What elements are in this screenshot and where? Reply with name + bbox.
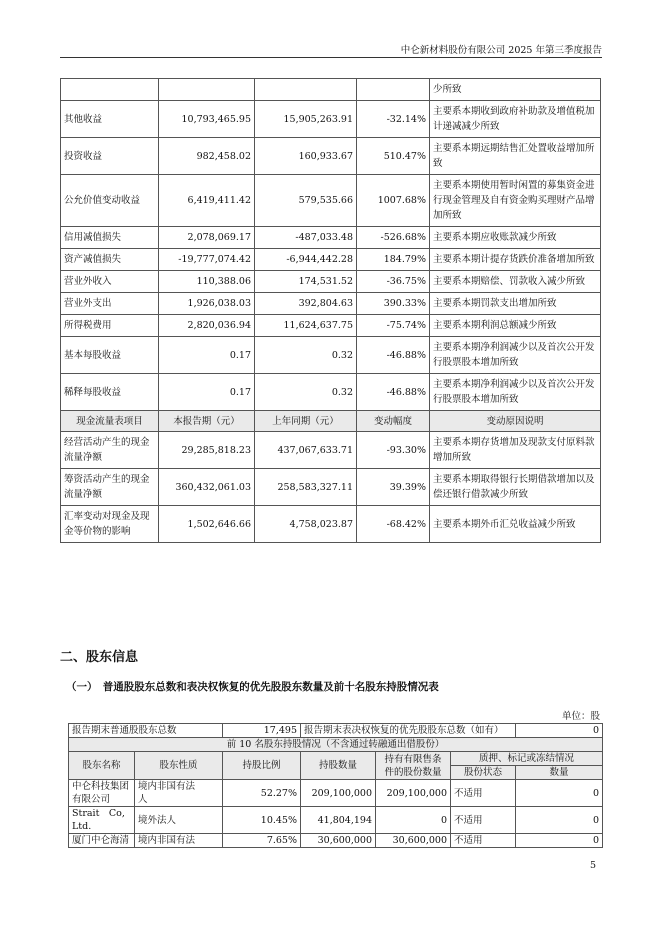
shareholder-row: [69, 780, 603, 807]
change-cell: [357, 79, 430, 101]
shareholder-qty: 0: [516, 807, 603, 834]
reason-cell-line: 行现金管理及自有资金购买理财产品增: [433, 195, 595, 206]
item-cell-line: 流量净额: [64, 489, 103, 500]
current-cell: 10,793,465.95: [159, 101, 255, 138]
change-cell: 39.39%: [357, 469, 430, 506]
page-number: 5: [589, 860, 596, 871]
item-cell: 稀释每股收益: [61, 374, 159, 411]
reason-cell-line: 主要系本期外币汇兑收益减少所致: [433, 518, 576, 530]
current-cell: 6,419,411.42: [159, 175, 255, 227]
change-cell: -46.88%: [357, 374, 430, 411]
cashflow-row: [61, 469, 601, 506]
cashflow-header-row: [61, 411, 601, 432]
col-restricted-line1: 持有有限售条: [384, 753, 442, 765]
reason-cell-line: 主要系本期赔偿、罚款收入减少所致: [433, 276, 586, 287]
shareholder-qty: 0: [516, 780, 603, 807]
pref-label: 报告期末表决权恢复的优先股股东总数（如有）: [301, 724, 516, 738]
reason-cell: [430, 227, 601, 249]
cashflow-header-cell: 变动原因说明: [430, 411, 601, 432]
current-cell: [159, 79, 255, 101]
page-header-title: 中仑新材料股份有限公司 2025 年第三季度报告: [400, 45, 602, 56]
item-cell: [61, 432, 159, 469]
shareholder-name-line: 中仑科技集团: [72, 781, 130, 792]
col-count: 持股数量: [301, 752, 376, 780]
shareholder-name: [69, 780, 135, 807]
total-label: 报告期末普通股股东总数: [69, 724, 223, 738]
section-subtitle: （一） 普通股股东总数和表决权恢复的优先股股东数量及前十名股东持股情况表: [66, 681, 439, 693]
table-row: [61, 227, 601, 249]
cashflow-row: [61, 506, 601, 543]
reason-cell: [430, 315, 601, 337]
prior-cell: 0.32: [255, 337, 357, 374]
shareholder-qty: 0: [516, 834, 603, 848]
table-row: [61, 315, 601, 337]
prior-cell: 258,583,327.11: [255, 469, 357, 506]
shareholder-nature: [135, 807, 223, 834]
change-cell: 184.79%: [357, 249, 430, 271]
reason-cell-line: 少所致: [433, 84, 462, 95]
change-cell: -526.68%: [357, 227, 430, 249]
item-cell: 资产减值损失: [61, 249, 159, 271]
reason-cell: [430, 271, 601, 293]
current-cell: 0.17: [159, 337, 255, 374]
table-row: [61, 271, 601, 293]
reason-cell: [430, 337, 601, 374]
shareholder-ratio: 7.65%: [223, 834, 301, 848]
reason-cell-line: 致: [433, 158, 443, 169]
total-shareholders-row: [69, 724, 603, 738]
change-cell: 1007.68%: [357, 175, 430, 227]
reason-cell: [430, 469, 601, 506]
item-cell: 营业外收入: [61, 271, 159, 293]
item-cell-line: 流量净额: [64, 452, 103, 463]
current-cell: 982,458.02: [159, 138, 255, 175]
item-cell-line: 金等价物的影响: [64, 526, 131, 537]
change-cell: -32.14%: [357, 101, 430, 138]
reason-cell: [430, 101, 601, 138]
reason-cell-line: 主要系本期净利润减少以及首次公开发: [433, 342, 595, 353]
reason-cell-line: 计递减减少所致: [433, 121, 500, 132]
shareholder-table: [68, 723, 603, 848]
shareholder-restricted: 30,600,000: [376, 834, 451, 848]
header-row-1: [69, 752, 603, 766]
shareholder-ratio: 52.27%: [223, 780, 301, 807]
shareholder-name: [69, 834, 135, 848]
table-row: [61, 79, 601, 101]
shareholder-row: [69, 807, 603, 834]
table-row: [61, 293, 601, 315]
item-cell: 信用减值损失: [61, 227, 159, 249]
shareholder-status: 不适用: [451, 780, 516, 807]
reason-cell-line: 主要系本期利润总额减少所致: [433, 320, 557, 331]
change-cell: -75.74%: [357, 315, 430, 337]
shareholder-name-line: 厦门中仑海清: [72, 835, 130, 846]
prior-cell: -6,944,442.28: [255, 249, 357, 271]
reason-cell-line: 增加所致: [433, 452, 472, 463]
col-nature: 股东性质: [135, 752, 223, 780]
reason-cell-line: 主要系本期远期结售汇处置收益增加所: [433, 143, 595, 154]
cashflow-header-cell: 现金流量表项目: [61, 411, 159, 432]
reason-cell: [430, 374, 601, 411]
prior-cell: 579,535.66: [255, 175, 357, 227]
reason-cell-line: 主要系本期使用暂时闲置的募集资金进: [433, 180, 595, 191]
reason-cell: [430, 293, 601, 315]
item-cell: 基本每股收益: [61, 337, 159, 374]
reason-cell-line: 偿还银行借款减少所致: [433, 489, 529, 500]
cashflow-header-cell: 变动幅度: [357, 411, 430, 432]
item-cell: [61, 506, 159, 543]
change-cell: 390.33%: [357, 293, 430, 315]
prior-cell: 392,804.63: [255, 293, 357, 315]
item-cell: 公允价值变动收益: [61, 175, 159, 227]
shareholder-nature: [135, 834, 223, 848]
reason-cell: [430, 79, 601, 101]
shareholder-nature-line: 境内非国有法: [138, 835, 196, 846]
unit-label: 单位：股: [561, 711, 600, 722]
shareholder-nature-line: 境外法人: [138, 814, 177, 826]
item-cell: [61, 469, 159, 506]
current-cell: 360,432,061.03: [159, 469, 255, 506]
reason-cell: [430, 175, 601, 227]
income-change-table: [60, 78, 601, 543]
item-cell: [61, 79, 159, 101]
change-cell: -36.75%: [357, 271, 430, 293]
col-restricted: [376, 752, 451, 780]
item-cell: 投资收益: [61, 138, 159, 175]
reason-cell-line: 主要系本期收到政府补助款及增值税加: [433, 106, 595, 117]
current-cell: 1,926,038.03: [159, 293, 255, 315]
reason-cell-line: 主要系本期取得银行长期借款增加以及: [433, 474, 595, 485]
top10-caption-row: [69, 738, 603, 752]
reason-cell: [430, 249, 601, 271]
shareholder-nature-line: 人: [138, 794, 148, 805]
table-row: [61, 101, 601, 138]
current-cell: 110,388.06: [159, 271, 255, 293]
header-rule: [60, 57, 602, 58]
col-name: 股东名称: [69, 752, 135, 780]
table-row: [61, 175, 601, 227]
shareholder-count: 41,804,194: [301, 807, 376, 834]
shareholder-name-line: Ltd.: [72, 821, 92, 832]
reason-cell-line: 加所致: [433, 210, 462, 221]
prior-cell: 0.32: [255, 374, 357, 411]
prior-cell: 4,758,023.87: [255, 506, 357, 543]
shareholder-name-line: 有限公司: [72, 794, 111, 805]
reason-cell: [430, 432, 601, 469]
item-cell: 其他收益: [61, 101, 159, 138]
pref-value: 0: [516, 724, 603, 738]
table-row: [61, 374, 601, 411]
prior-cell: 160,933.67: [255, 138, 357, 175]
reason-cell-line: 行股票股本增加所致: [433, 394, 519, 405]
item-cell-line: 经营活动产生的现金: [64, 437, 150, 448]
shareholder-restricted: 0: [376, 807, 451, 834]
reason-cell: [430, 506, 601, 543]
shareholder-status: 不适用: [451, 807, 516, 834]
shareholder-ratio: 10.45%: [223, 807, 301, 834]
shareholder-name: [69, 807, 135, 834]
top10-caption: 前 10 名股东持股情况（不含通过转融通出借股份）: [69, 738, 603, 752]
col-qty: 数量: [516, 766, 603, 780]
shareholder-name-line: Strait Co,: [72, 808, 125, 819]
cashflow-header-cell: 上年同期（元）: [255, 411, 357, 432]
shareholder-count: 209,100,000: [301, 780, 376, 807]
shareholder-restricted: 209,100,000: [376, 780, 451, 807]
change-cell: 510.47%: [357, 138, 430, 175]
current-cell: 0.17: [159, 374, 255, 411]
shareholder-count: 30,600,000: [301, 834, 376, 848]
prior-cell: [255, 79, 357, 101]
prior-cell: 15,905,263.91: [255, 101, 357, 138]
current-cell: 2,820,036.94: [159, 315, 255, 337]
reason-cell-line: 主要系本期净利润减少以及首次公开发: [433, 379, 595, 390]
reason-cell-line: 行股票股本增加所致: [433, 357, 519, 368]
prior-cell: 174,531.52: [255, 271, 357, 293]
current-cell: 29,285,818.23: [159, 432, 255, 469]
change-cell: -46.88%: [357, 337, 430, 374]
total-value: 17,495: [223, 724, 301, 738]
reason-cell-line: 主要系本期罚款支出增加所致: [433, 298, 557, 309]
reason-cell-line: 主要系本期存货增加及现款支付原料款: [433, 437, 595, 448]
current-cell: 1,502,646.66: [159, 506, 255, 543]
table-row: [61, 138, 601, 175]
shareholder-row: [69, 834, 603, 848]
col-ratio: 持股比例: [223, 752, 301, 780]
item-cell: 营业外支出: [61, 293, 159, 315]
reason-cell: [430, 138, 601, 175]
shareholder-nature: [135, 780, 223, 807]
reason-cell-line: 主要系本期计提存货跌价准备增加所致: [433, 254, 595, 265]
reason-cell-line: 主要系本期应收账款减少所致: [433, 232, 557, 243]
prior-cell: 11,624,637.75: [255, 315, 357, 337]
current-cell: -19,777,074.42: [159, 249, 255, 271]
prior-cell: -487,033.48: [255, 227, 357, 249]
shareholder-nature-line: 境内非国有法: [138, 781, 196, 792]
change-cell: -93.30%: [357, 432, 430, 469]
cashflow-row: [61, 432, 601, 469]
col-restricted-line2: 件的股份数量: [384, 766, 442, 778]
current-cell: 2,078,069.17: [159, 227, 255, 249]
change-cell: -68.42%: [357, 506, 430, 543]
table-row: [61, 249, 601, 271]
table-row: [61, 337, 601, 374]
shareholder-status: 不适用: [451, 834, 516, 848]
item-cell: 所得税费用: [61, 315, 159, 337]
cashflow-header-cell: 本报告期（元）: [159, 411, 255, 432]
prior-cell: 437,067,633.71: [255, 432, 357, 469]
col-pledge: 质押、标记或冻结情况: [451, 752, 603, 766]
item-cell-line: 汇率变动对现金及现: [64, 511, 150, 522]
item-cell-line: 筹资活动产生的现金: [64, 474, 150, 485]
col-status: 股份状态: [451, 766, 516, 780]
section-title: 二、股东信息: [60, 650, 139, 665]
